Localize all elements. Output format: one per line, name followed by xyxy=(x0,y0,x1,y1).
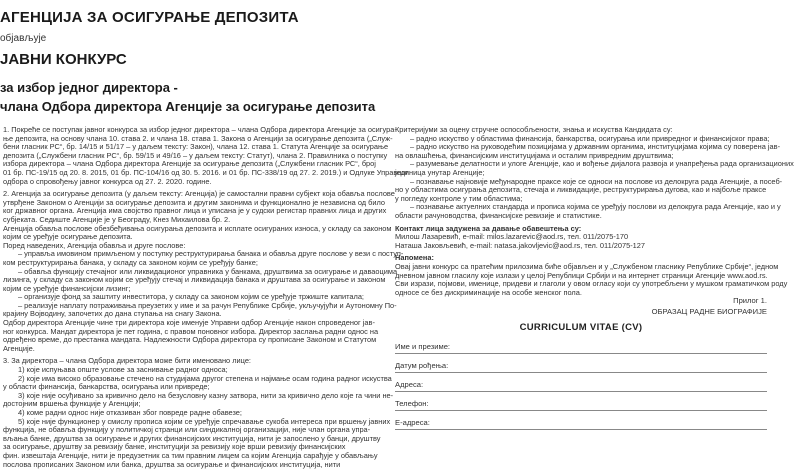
appendix-label: Прилог 1. xyxy=(733,296,767,305)
cv-field-label: Датум рођења: xyxy=(395,361,449,370)
text-line: 2. Агенција за осигурање депозита (у даљем тексту: Агенција) је самостални правни субјект која обавља послове xyxy=(3,189,395,199)
text-line: лизинга, у складу са законом којим се уређују стечај и ликвидација банака и друштава за осигурање и законом xyxy=(3,275,386,285)
text-line: одбора о спровођењу јавног конкурса од 27. 2. 2020. године. xyxy=(3,176,212,186)
text-line: ног конкурса. Мандат директора је пет година, с правом поновног избора. Директор заслања радни однос на xyxy=(3,326,379,336)
cv-field-input[interactable] xyxy=(395,397,767,411)
text-line: 1. Покреће се поступак јавног конкурса за избор једног директора – члана Одбора директора Агенције за осигура- xyxy=(3,125,397,134)
text-line: но у областима осигурања депозита, стечаја и ликвидације, реструктурирања дугова, као и најбоље праксе xyxy=(395,185,767,195)
text-line: Одбор директора Агенције чине три директора које именује Управни одбор Агенције након спроведеног јав- xyxy=(3,318,375,328)
text-line: депозита („Службени гласник РС“, бр. 59/15 и 49/16 – у даљем тексту: Статут), члана 2. Правилника о поступку xyxy=(3,150,388,160)
cv-field[interactable] xyxy=(395,340,767,354)
text-line: – радно искуство на руководећим позицијама у државним органима, институцијама којима су поверена јав- xyxy=(410,142,781,152)
text-line: дневном јавном гласилу које излази у целој Републици Србији и на интернет страници Агенције www.aod.rs. xyxy=(395,270,768,280)
text-line: Милош Лазаревић, e-mail: milos.lazarevic@aod.rs, тел. 011/2075-170 xyxy=(395,232,629,242)
cv-field[interactable] xyxy=(395,397,767,411)
text-line: – разумевање делатности и улоге Агенције, као и вођење дијалога развоја и унапређења рада организационих xyxy=(410,159,794,169)
text-line: утврђене Законом о Агенцији за осигурање депозита и другим законима и функционално је независна од било xyxy=(3,197,386,207)
cv-field-input[interactable] xyxy=(395,340,767,354)
text-line: Критеријуми за оцену стручне оспособљености, знања и искуства Кандидата су: xyxy=(395,125,673,134)
agency-name: АГЕНЦИЈА ЗА ОСИГУРАЊЕ ДЕПОЗИТА xyxy=(0,9,299,26)
left-column xyxy=(3,125,409,469)
text-line: ње депозита, на основу члана 10. става 2. и члана 18. става 1. Закона о Агенцији за осигурање депозита („Служ- xyxy=(3,133,393,143)
text-line: у области финансија, банкарства, осигурања или привреде; xyxy=(3,382,210,392)
text-line: у погледу контроле у тим областима; xyxy=(395,193,523,203)
cv-field-input[interactable] xyxy=(395,416,767,430)
text-line: функција, не обавља функцију у политичкој странци или синдикалној организацији, није члан органа упра- xyxy=(3,425,371,435)
text-line: 3) које није осуђивано за кривично дело на безусловну казну затвора, нити за кривично дело које га чини не- xyxy=(18,390,394,400)
text-line: – познавање актуелних стандарда и прописа којима се уређују послови из делокруга рада Агенције, као и у xyxy=(410,202,781,212)
text-line: ког државног органа. Агенција има својство правног лица и уписана је у судски регистар правних лица и других xyxy=(3,206,387,216)
text-line: Контакт лица задужена за давање обавештења су: xyxy=(395,223,582,233)
cv-field-input[interactable] xyxy=(395,359,767,373)
cv-field-label: Име и презиме: xyxy=(395,342,451,351)
text-line: крајину Војводину, започетих до дана ступања на снагу Закона. xyxy=(3,309,222,319)
text-line: 1) које испуњава опште услове за заснивање радног односа; xyxy=(18,365,228,375)
text-line: Напомена: xyxy=(395,253,434,263)
text-line: послова прописаних Законом или банка, друштва за осигурање и финансијских институција, нити xyxy=(3,459,341,469)
text-line: – радно искуство у областима финансија, банкарства, осигурања или привредног и финансијског права; xyxy=(410,133,770,143)
cv-field[interactable] xyxy=(395,378,767,392)
cv-field-label: Е-адреса: xyxy=(395,418,430,427)
text-line: 4) коме радни однос није отказиван због повреде радне обавезе; xyxy=(18,408,242,417)
text-line: односе се без дискриминације на особе женског пола. xyxy=(395,287,582,297)
text-line: вљања банке, друштва за осигурање и других финансијских институција, нити је запослено у банци, друштву xyxy=(3,433,381,443)
text-line: бени гласник РС“, бр. 14/15 и 51/17 – у даљем тексту: Закон), члана 12. става 1. Статута Агенције за осигурање xyxy=(3,142,389,152)
text-line: Агенција обавља послове обезбеђивања осигурања депозита и исплате осигураних износа, у складу са законом xyxy=(3,223,392,233)
text-line: Поред наведених, Агенција обавља и друге послове: xyxy=(3,240,186,250)
text-line: којим се уређује осигурање депозита. xyxy=(3,232,133,242)
right-column xyxy=(395,125,794,297)
competition-title: ЈАВНИ КОНКУРС xyxy=(0,51,127,68)
text-line: 01 бр. ПС-19/15 од 20. 8. 2015, 01 бр. ПС-104/16 од 30. 5. 2016. и 01 бр. ПС-338/19 од 27. 2. 2019.) и Одлуке Управног xyxy=(3,167,409,177)
text-line: – познавање најновије међународне праксе које се односи на послове из делокруга рада Агенције, а посеб- xyxy=(410,176,783,186)
text-line: фин. извештаја Агенције, нити је предузетник са тим правним лицем са којим Агенција сарађује у обављању xyxy=(3,450,378,460)
text-line: јединица унутар Агенције; xyxy=(395,167,485,177)
text-line: 5) које није функционер у смислу прописа којим се уређује спречавање сукоба интереса при вршењу јавних xyxy=(18,416,391,426)
cv-field-input[interactable] xyxy=(395,378,767,392)
text-line: 3. За директора – члана Одбора директора може бити именовано лице: xyxy=(3,356,251,366)
text-line: којим се уређује финансијски лизинг; xyxy=(3,283,131,293)
text-line: – реализује наплату потраживања преузетих у име и за рачун Републике Србије, укључујући и Аутономну По- xyxy=(18,300,397,310)
text-line: за осигурање, друштву за ревизију банке, институцији за ревизију које врши ревизију финансијских xyxy=(3,442,346,452)
cv-field[interactable] xyxy=(395,359,767,373)
subtitle-line-1: за избор једног директора - xyxy=(0,80,178,95)
text-line: – обавља функцију стечајног или ликвидационог управника у банкама, друштвима за осигурање и даваоцима xyxy=(18,266,398,276)
text-line: достојним вршења функције у Агенцији; xyxy=(3,399,141,409)
text-line: Наташа Јаковљевић, e-mail: natasa.jakovljevic@aod.rs, тел. 011/2075-127 xyxy=(395,240,645,250)
text-line: Сви изрази, појмови, именице, придеви и глаголи у овом огласу који су употребљени у мушком граматичком роду xyxy=(395,279,788,289)
cv-field-label: Адреса: xyxy=(395,380,424,389)
text-line: избора директора – члана Одбора директора Агенције за осигурање депозита („Службени гласник РС“, број xyxy=(3,159,376,169)
text-line: Овај јавни конкурс са пратећим прилозима биће објављен и у „Службеном гласнику Републике Србије“, једном xyxy=(395,261,779,271)
cv-field-label: Телефон: xyxy=(395,399,429,408)
cv-field[interactable] xyxy=(395,416,767,430)
text-line: – управља имовином примљеном у поступку реструктурирања банака и обавља друге послове у вези с поступ- xyxy=(18,249,404,259)
text-line: – организује фонд за заштиту инвеститора, у складу са законом којим се уређује тржиште капитала; xyxy=(18,292,364,302)
cv-title: CURRICULUM VITAE (CV) xyxy=(519,322,643,333)
text-line: Агенције. xyxy=(3,343,35,353)
text-line: на овлашћења, финансијским институцијама и осталим привредним друштвима; xyxy=(395,150,674,160)
text-line: одређено време, до престанка мандата. Надлежности Одбора директора су прописане Законом и Статутом xyxy=(3,335,377,345)
subtitle-line-2: члана Одбора директора Агенције за осигурање депозита xyxy=(0,99,376,114)
text-line: субјеката. Седиште Агенције је у Београду, Кнез Михаилова бр. 2. xyxy=(3,214,231,224)
form-name: ОБРАЗАЦ РАДНЕ БИОГРАФИЈЕ xyxy=(651,307,767,316)
text-line: 2) које има високо образовање стечено на студијама другог степена и најмање осам година радног искуства xyxy=(18,373,392,383)
text-line: области рачуноводства, финансијске ревизије и статистике. xyxy=(395,210,602,220)
text-line: ком реструктурирања банака, у складу са законом којим се уређују банке; xyxy=(3,257,258,267)
announces-text: објављује xyxy=(0,33,47,44)
